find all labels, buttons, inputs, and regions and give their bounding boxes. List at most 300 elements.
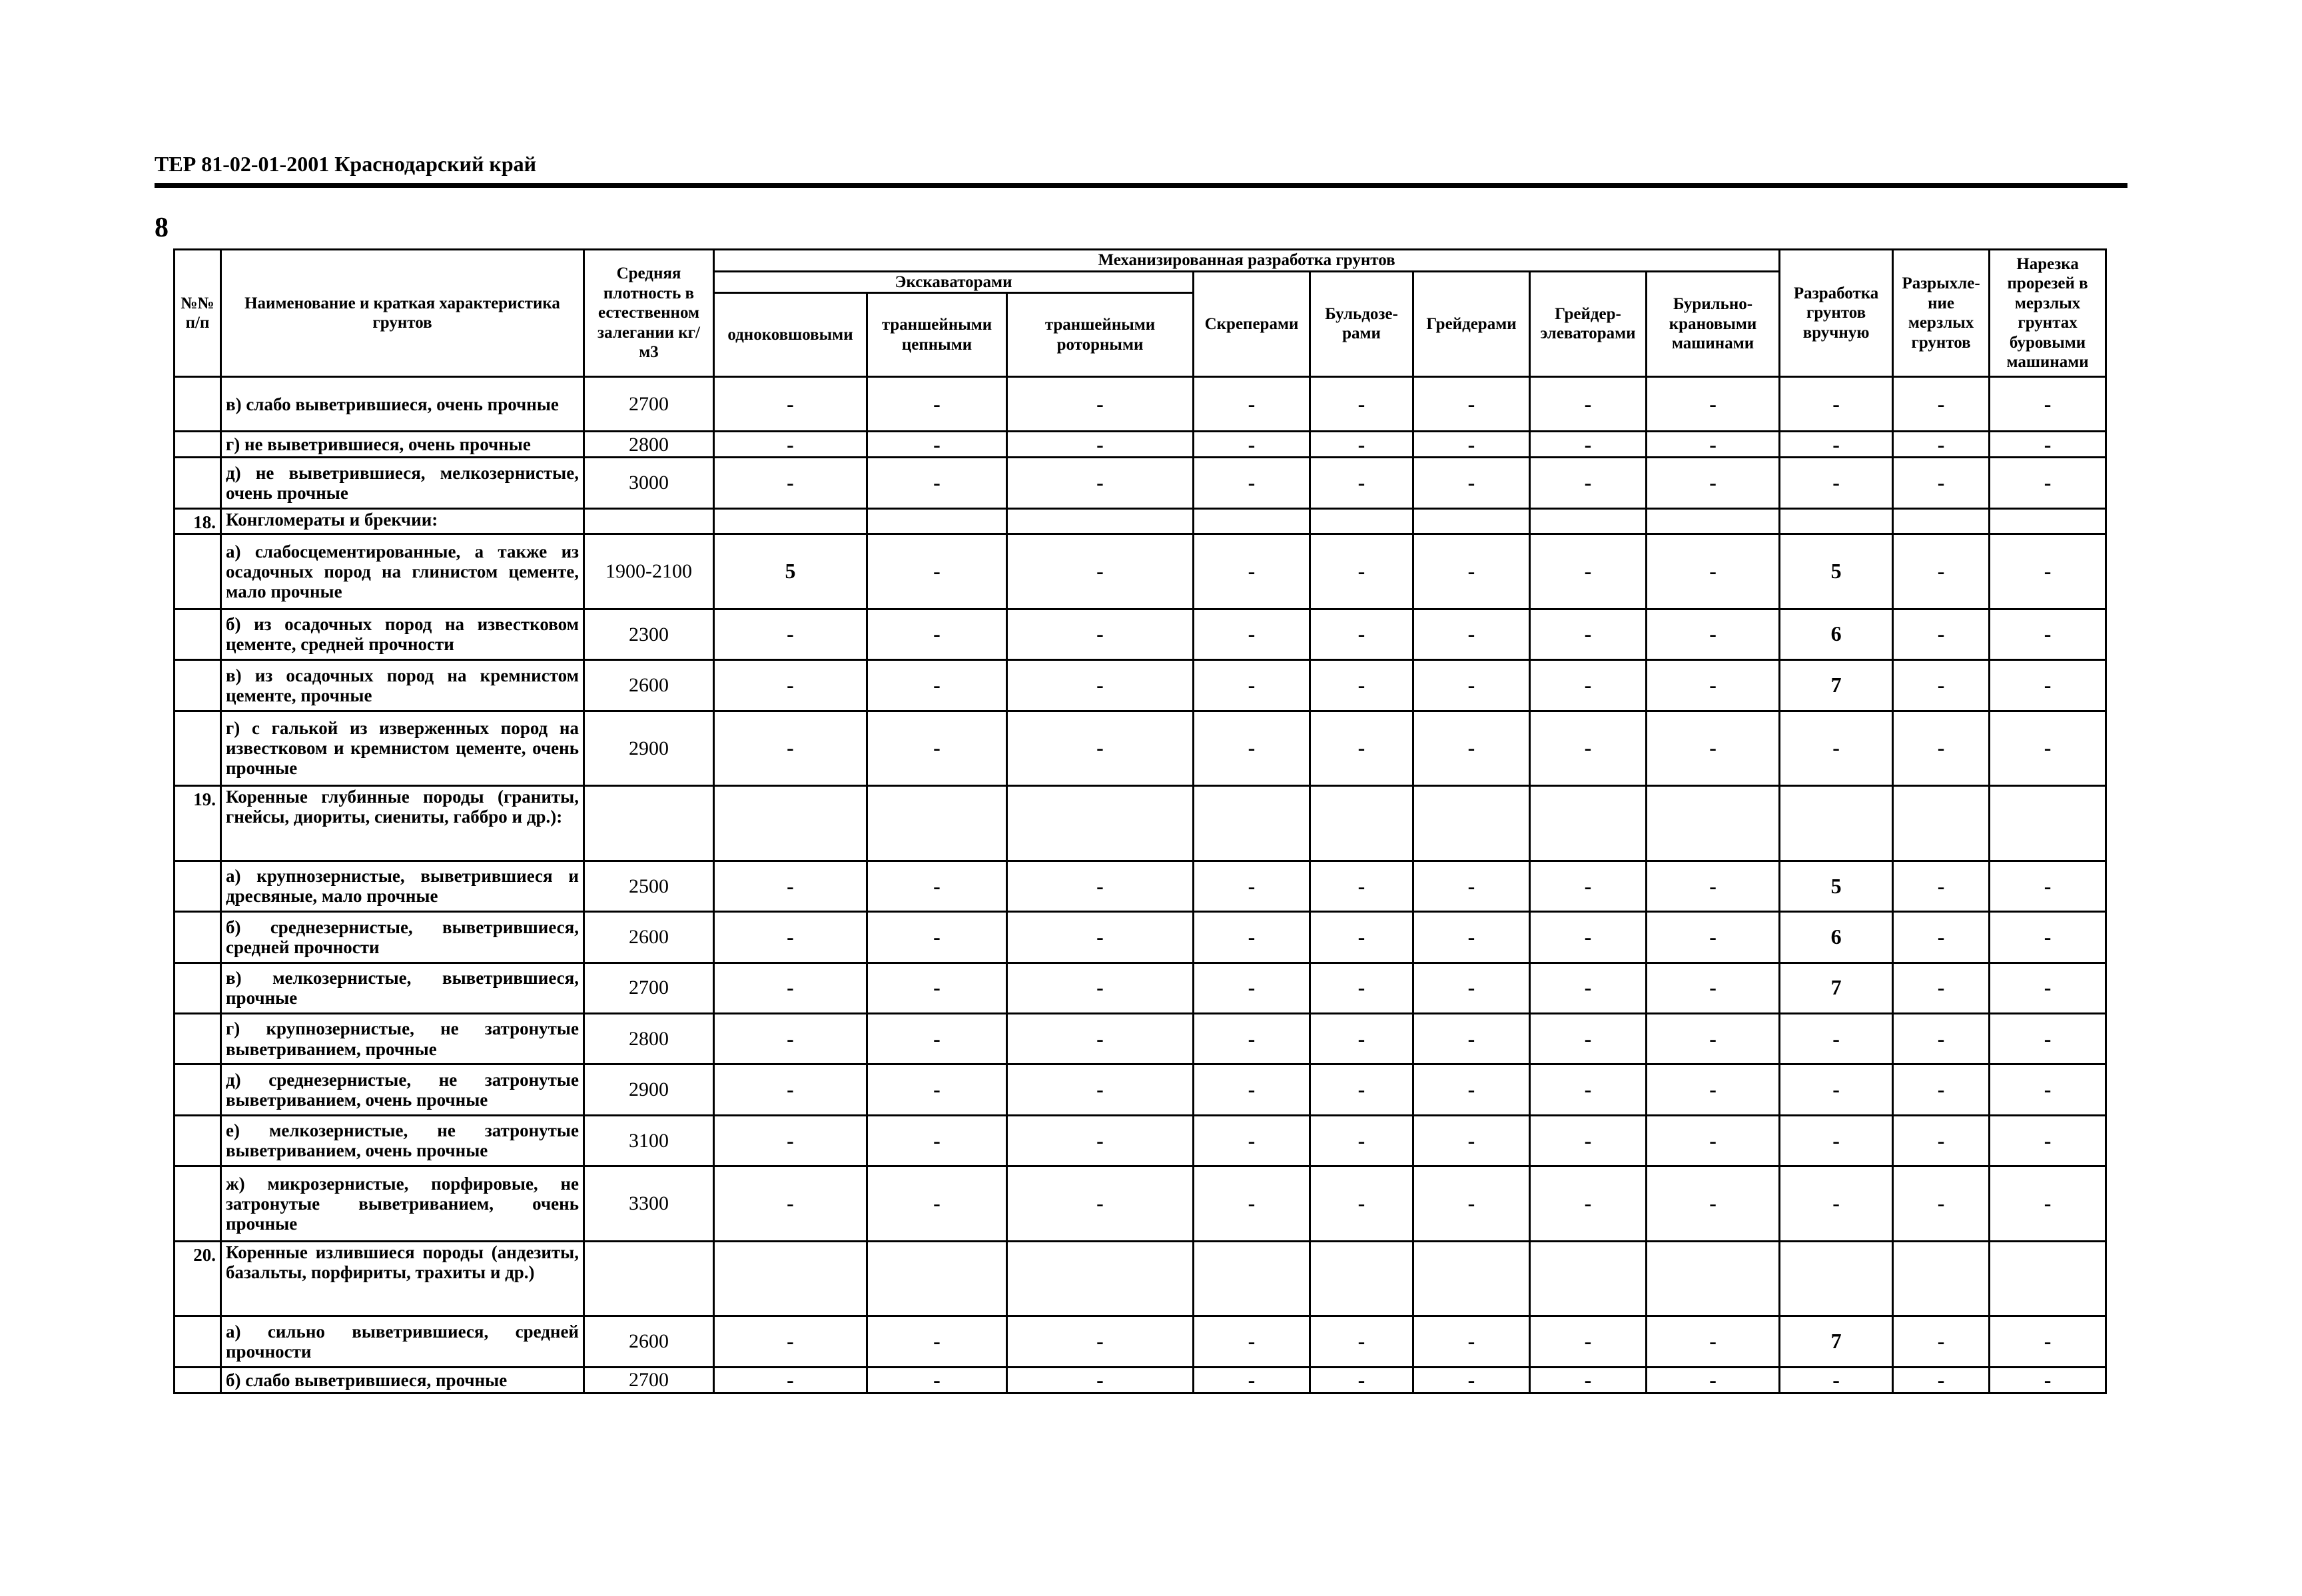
value-cell: -	[1893, 534, 1990, 609]
soil-name: а) слабосцементированные, а также из осадочных пород на глинистом цементе, мало прочные	[221, 534, 584, 609]
value-cell: -	[1007, 1166, 1194, 1242]
value-cell	[714, 1241, 867, 1316]
value-cell: -	[1530, 1115, 1647, 1166]
value-cell	[1530, 1241, 1647, 1316]
value-cell: 6	[1780, 912, 1893, 963]
soil-name: г) не выветрившиеся, очень прочные	[221, 432, 584, 458]
table-row	[175, 861, 2106, 911]
soil-density	[584, 508, 714, 534]
table-row	[175, 508, 2106, 534]
value-cell: -	[1647, 432, 1780, 458]
value-cell: -	[1194, 432, 1310, 458]
value-cell	[1310, 1241, 1413, 1316]
header-excav: Экскаваторами	[714, 271, 1194, 293]
value-cell: -	[1413, 1166, 1530, 1242]
value-cell: -	[1990, 1064, 2106, 1115]
header-grader-elevators: Грейдер-элеваторами	[1530, 271, 1647, 377]
value-cell: -	[1413, 861, 1530, 911]
table-row	[175, 1166, 2106, 1242]
value-cell: -	[1893, 458, 1990, 508]
value-cell	[1990, 786, 2106, 861]
value-cell: -	[867, 711, 1007, 786]
header-scrapers: Скреперами	[1194, 271, 1310, 377]
value-cell: -	[1893, 1316, 1990, 1367]
value-cell: -	[1530, 1367, 1647, 1393]
row-number	[175, 1316, 221, 1367]
value-cell: -	[1893, 660, 1990, 711]
value-cell: -	[1007, 912, 1194, 963]
table-row	[175, 711, 2106, 786]
value-cell: -	[1413, 711, 1530, 786]
value-cell: -	[1990, 377, 2106, 432]
value-cell: -	[1007, 458, 1194, 508]
value-cell: -	[1194, 458, 1310, 508]
row-number	[175, 861, 221, 911]
value-cell: -	[1007, 963, 1194, 1013]
value-cell: 5	[1780, 534, 1893, 609]
value-cell: -	[1007, 1013, 1194, 1064]
value-cell: -	[867, 377, 1007, 432]
header-trench-chain: траншейными цепными	[867, 293, 1007, 377]
document-header: ТЕР 81-02-01-2001 Краснодарский край	[155, 152, 537, 176]
value-cell: -	[1530, 377, 1647, 432]
soil-table	[173, 248, 2107, 1394]
value-cell: 7	[1780, 963, 1893, 1013]
row-number	[175, 432, 221, 458]
value-cell	[1780, 786, 1893, 861]
value-cell: -	[867, 861, 1007, 911]
value-cell: -	[1647, 458, 1780, 508]
value-cell: -	[1990, 1316, 2106, 1367]
value-cell: -	[1780, 432, 1893, 458]
table-row	[175, 1064, 2106, 1115]
row-number	[175, 912, 221, 963]
value-cell: -	[1647, 912, 1780, 963]
value-cell	[867, 1241, 1007, 1316]
value-cell: -	[1990, 1115, 2106, 1166]
soil-density: 2300	[584, 609, 714, 659]
soil-name: а) крупнозернистые, выветрившиеся и дресвяные, мало прочные	[221, 861, 584, 911]
value-cell: -	[1194, 1316, 1310, 1367]
value-cell: -	[1990, 458, 2106, 508]
value-cell: -	[1780, 377, 1893, 432]
value-cell: -	[1530, 534, 1647, 609]
value-cell: -	[1647, 1367, 1780, 1393]
value-cell: -	[1413, 912, 1530, 963]
value-cell: -	[1647, 1064, 1780, 1115]
value-cell: -	[1893, 1064, 1990, 1115]
page-number: 8	[155, 212, 169, 243]
table-row	[175, 1316, 2106, 1367]
value-cell: -	[1647, 1166, 1780, 1242]
value-cell: -	[1310, 1064, 1413, 1115]
row-number: 20.	[175, 1241, 221, 1316]
value-cell: -	[1310, 963, 1413, 1013]
value-cell	[1647, 508, 1780, 534]
value-cell: -	[714, 432, 867, 458]
soil-name: е) мелкозернистые, не затронутые выветриванием, очень прочные	[221, 1115, 584, 1166]
value-cell: 7	[1780, 660, 1893, 711]
value-cell: -	[1893, 711, 1990, 786]
header-trench-rotor: траншейными роторными	[1007, 293, 1194, 377]
value-cell: -	[1310, 861, 1413, 911]
value-cell: -	[1413, 1064, 1530, 1115]
soil-name: в) из осадочных пород на кремнистом цементе, прочные	[221, 660, 584, 711]
row-number: 19.	[175, 786, 221, 861]
value-cell: -	[714, 861, 867, 911]
value-cell	[1990, 1241, 2106, 1316]
value-cell: -	[714, 458, 867, 508]
soil-density: 2700	[584, 1367, 714, 1393]
table-row	[175, 534, 2106, 609]
value-cell: -	[1194, 1013, 1310, 1064]
soil-name: б) из осадочных пород на известковом цементе, средней прочности	[221, 609, 584, 659]
value-cell: -	[1413, 377, 1530, 432]
value-cell	[1310, 508, 1413, 534]
value-cell: -	[867, 1367, 1007, 1393]
soil-name: а) сильно выветрившиеся, средней прочности	[221, 1316, 584, 1367]
table-row	[175, 1241, 2106, 1316]
value-cell: -	[1310, 1316, 1413, 1367]
value-cell: -	[1007, 660, 1194, 711]
value-cell	[1780, 1241, 1893, 1316]
value-cell: -	[1990, 1166, 2106, 1242]
table-row	[175, 786, 2106, 861]
value-cell	[1647, 1241, 1780, 1316]
value-cell: -	[1647, 609, 1780, 659]
value-cell: -	[1990, 609, 2106, 659]
header-name: Наименование и краткая характеристика грунтов	[221, 250, 584, 377]
value-cell: -	[1530, 660, 1647, 711]
value-cell: -	[1194, 1064, 1310, 1115]
value-cell: -	[1990, 963, 2106, 1013]
value-cell: -	[1007, 377, 1194, 432]
soil-density	[584, 1241, 714, 1316]
soil-name: ж) микрозернистые, порфировые, не затронутые выветриванием, очень прочные	[221, 1166, 584, 1242]
value-cell: -	[1194, 1115, 1310, 1166]
value-cell: -	[1990, 912, 2106, 963]
row-number	[175, 458, 221, 508]
header-loosening: Разрыхле-ние мерзлых грунтов	[1893, 250, 1990, 377]
soil-density: 2600	[584, 1316, 714, 1367]
soil-density: 3300	[584, 1166, 714, 1242]
value-cell: -	[714, 1316, 867, 1367]
value-cell: -	[1007, 534, 1194, 609]
value-cell	[1893, 1241, 1990, 1316]
value-cell: -	[1530, 1064, 1647, 1115]
table-row	[175, 1115, 2106, 1166]
soil-density: 2800	[584, 1013, 714, 1064]
header-mech: Механизированная разработка грунтов	[714, 250, 1780, 272]
value-cell: -	[1647, 1115, 1780, 1166]
value-cell: -	[867, 1166, 1007, 1242]
header-graders: Грейдерами	[1413, 271, 1530, 377]
header-manual: Разработка грунтов вручную	[1780, 250, 1893, 377]
soil-name: Коренные глубинные породы (граниты, гнейсы, диориты, сиениты, габбро и др.):	[221, 786, 584, 861]
value-cell: -	[1893, 1166, 1990, 1242]
value-cell: -	[714, 963, 867, 1013]
value-cell: -	[867, 1013, 1007, 1064]
value-cell: -	[1310, 458, 1413, 508]
value-cell: 7	[1780, 1316, 1893, 1367]
table-row	[175, 1013, 2106, 1064]
soil-density: 2700	[584, 377, 714, 432]
value-cell	[1413, 508, 1530, 534]
value-cell: -	[1413, 609, 1530, 659]
table-row	[175, 1367, 2106, 1393]
value-cell	[1194, 508, 1310, 534]
value-cell: -	[714, 660, 867, 711]
value-cell	[1007, 1241, 1194, 1316]
value-cell: -	[1780, 1013, 1893, 1064]
value-cell: -	[1310, 432, 1413, 458]
value-cell: -	[1007, 861, 1194, 911]
value-cell	[1194, 786, 1310, 861]
row-number	[175, 377, 221, 432]
soil-density	[584, 786, 714, 861]
value-cell: -	[1780, 1166, 1893, 1242]
soil-name: в) слабо выветрившиеся, очень прочные	[221, 377, 584, 432]
value-cell: -	[1990, 1013, 2106, 1064]
value-cell: -	[867, 1115, 1007, 1166]
value-cell	[1413, 786, 1530, 861]
soil-density: 2800	[584, 432, 714, 458]
row-number: 18.	[175, 508, 221, 534]
value-cell: -	[1893, 963, 1990, 1013]
value-cell: -	[1990, 711, 2106, 786]
value-cell: -	[1893, 1367, 1990, 1393]
value-cell: -	[1780, 1115, 1893, 1166]
table-row	[175, 660, 2106, 711]
table-row	[175, 432, 2106, 458]
value-cell: -	[1647, 963, 1780, 1013]
value-cell: -	[714, 912, 867, 963]
soil-density: 2900	[584, 711, 714, 786]
value-cell: -	[1990, 1367, 2106, 1393]
value-cell	[714, 508, 867, 534]
value-cell: -	[1530, 1013, 1647, 1064]
value-cell: -	[1893, 432, 1990, 458]
value-cell: -	[1780, 711, 1893, 786]
value-cell: -	[714, 1166, 867, 1242]
table-row	[175, 458, 2106, 508]
value-cell: -	[1194, 609, 1310, 659]
row-number	[175, 1367, 221, 1393]
value-cell: -	[1413, 1013, 1530, 1064]
value-cell: -	[867, 534, 1007, 609]
row-number	[175, 711, 221, 786]
value-cell: -	[714, 1013, 867, 1064]
value-cell: -	[1647, 660, 1780, 711]
soil-density: 2900	[584, 1064, 714, 1115]
value-cell: -	[1194, 534, 1310, 609]
value-cell: -	[1310, 1115, 1413, 1166]
header-rule	[155, 183, 2127, 188]
header-single-bucket: одноковшовыми	[714, 293, 867, 377]
value-cell: -	[1194, 963, 1310, 1013]
table-row	[175, 377, 2106, 432]
soil-density: 3100	[584, 1115, 714, 1166]
value-cell: -	[1194, 861, 1310, 911]
value-cell: -	[1413, 458, 1530, 508]
soil-density: 2600	[584, 660, 714, 711]
value-cell: -	[1413, 660, 1530, 711]
value-cell	[1413, 1241, 1530, 1316]
value-cell	[867, 786, 1007, 861]
soil-density: 1900-2100	[584, 534, 714, 609]
row-number	[175, 1013, 221, 1064]
value-cell: -	[1413, 534, 1530, 609]
soil-name: Коренные излившиеся породы (андезиты, базальты, порфириты, трахиты и др.)	[221, 1241, 584, 1316]
value-cell: -	[1780, 1367, 1893, 1393]
value-cell: -	[1530, 609, 1647, 659]
table-body	[175, 377, 2106, 1394]
soil-name: в) мелкозернистые, выветрившиеся, прочные	[221, 963, 584, 1013]
soil-density: 2600	[584, 912, 714, 963]
value-cell: -	[1007, 1115, 1194, 1166]
soil-name: г) с галькой из изверженных пород на известковом и кремнистом цементе, очень прочные	[221, 711, 584, 786]
value-cell: -	[1893, 912, 1990, 963]
value-cell	[1194, 1241, 1310, 1316]
value-cell: -	[867, 458, 1007, 508]
value-cell: -	[1530, 458, 1647, 508]
value-cell: -	[867, 660, 1007, 711]
soil-density: 2500	[584, 861, 714, 911]
row-number	[175, 609, 221, 659]
value-cell: -	[714, 1115, 867, 1166]
row-number	[175, 660, 221, 711]
value-cell: -	[1780, 458, 1893, 508]
header-drill-crane: Бурильно-крановыми машинами	[1647, 271, 1780, 377]
value-cell: -	[1007, 711, 1194, 786]
value-cell	[714, 786, 867, 861]
value-cell: -	[1007, 1064, 1194, 1115]
value-cell: -	[1007, 609, 1194, 659]
value-cell: -	[1530, 432, 1647, 458]
value-cell: -	[714, 711, 867, 786]
value-cell: -	[1310, 912, 1413, 963]
value-cell: -	[714, 1064, 867, 1115]
value-cell	[1310, 786, 1413, 861]
value-cell: -	[1647, 1013, 1780, 1064]
value-cell: -	[1893, 609, 1990, 659]
value-cell: -	[1310, 1367, 1413, 1393]
value-cell: -	[1990, 861, 2106, 911]
value-cell: -	[1194, 711, 1310, 786]
value-cell: -	[1647, 377, 1780, 432]
value-cell	[1893, 786, 1990, 861]
header-num: №№ п/п	[175, 250, 221, 377]
table-row	[175, 912, 2106, 963]
value-cell: -	[1413, 963, 1530, 1013]
value-cell: -	[1893, 1115, 1990, 1166]
soil-name: г) крупнозернистые, не затронутые выветриванием, прочные	[221, 1013, 584, 1064]
value-cell: -	[867, 432, 1007, 458]
value-cell: -	[1530, 912, 1647, 963]
value-cell: -	[1310, 377, 1413, 432]
value-cell: -	[1780, 1064, 1893, 1115]
value-cell: -	[1310, 609, 1413, 659]
table-row	[175, 609, 2106, 659]
value-cell: -	[1194, 1367, 1310, 1393]
value-cell: -	[714, 609, 867, 659]
soil-density: 3000	[584, 458, 714, 508]
value-cell: -	[867, 609, 1007, 659]
value-cell: -	[1310, 711, 1413, 786]
value-cell: -	[1990, 534, 2106, 609]
soil-name: Конгломераты и брекчии:	[221, 508, 584, 534]
header-bulldozers: Бульдозе-рами	[1310, 271, 1413, 377]
value-cell: -	[1530, 1166, 1647, 1242]
value-cell: -	[867, 912, 1007, 963]
value-cell: -	[1413, 432, 1530, 458]
value-cell	[1647, 786, 1780, 861]
value-cell: -	[1007, 1316, 1194, 1367]
soil-name: д) не выветрившиеся, мелкозернистые, очень прочные	[221, 458, 584, 508]
value-cell: -	[1413, 1316, 1530, 1367]
value-cell	[1007, 786, 1194, 861]
value-cell: -	[1007, 432, 1194, 458]
value-cell: -	[1893, 861, 1990, 911]
value-cell	[1007, 508, 1194, 534]
value-cell: -	[1893, 377, 1990, 432]
value-cell: -	[1310, 1013, 1413, 1064]
value-cell: 5	[714, 534, 867, 609]
value-cell: -	[1647, 534, 1780, 609]
value-cell: -	[1413, 1367, 1530, 1393]
value-cell: -	[867, 1064, 1007, 1115]
value-cell: -	[1310, 1166, 1413, 1242]
soil-name: д) среднезернистые, не затронутые выветриванием, очень прочные	[221, 1064, 584, 1115]
value-cell: -	[1990, 432, 2106, 458]
row-number	[175, 1115, 221, 1166]
value-cell	[1893, 508, 1990, 534]
value-cell: -	[714, 377, 867, 432]
value-cell: -	[1310, 534, 1413, 609]
row-number	[175, 963, 221, 1013]
value-cell: -	[1194, 377, 1310, 432]
value-cell	[1530, 508, 1647, 534]
value-cell: 6	[1780, 609, 1893, 659]
value-cell: -	[1530, 1316, 1647, 1367]
value-cell: -	[867, 1316, 1007, 1367]
value-cell: -	[1647, 861, 1780, 911]
soil-density: 2700	[584, 963, 714, 1013]
value-cell: -	[867, 963, 1007, 1013]
value-cell: -	[1647, 1316, 1780, 1367]
soil-name: б) среднезернистые, выветрившиеся, средней прочности	[221, 912, 584, 963]
soil-name: б) слабо выветрившиеся, прочные	[221, 1367, 584, 1393]
row-number	[175, 1064, 221, 1115]
value-cell: -	[714, 1367, 867, 1393]
table-row	[175, 963, 2106, 1013]
value-cell	[1530, 786, 1647, 861]
value-cell: -	[1310, 660, 1413, 711]
value-cell: -	[1647, 711, 1780, 786]
header-cutting: Нарезка прорезей в мерзлых грунтах буровыми машинами	[1990, 250, 2106, 377]
value-cell: -	[1413, 1115, 1530, 1166]
value-cell	[1780, 508, 1893, 534]
row-number	[175, 534, 221, 609]
value-cell: -	[1194, 912, 1310, 963]
value-cell: -	[1530, 711, 1647, 786]
value-cell: -	[1194, 660, 1310, 711]
value-cell: -	[1530, 861, 1647, 911]
value-cell	[867, 508, 1007, 534]
value-cell: -	[1893, 1013, 1990, 1064]
row-number	[175, 1166, 221, 1242]
value-cell: 5	[1780, 861, 1893, 911]
